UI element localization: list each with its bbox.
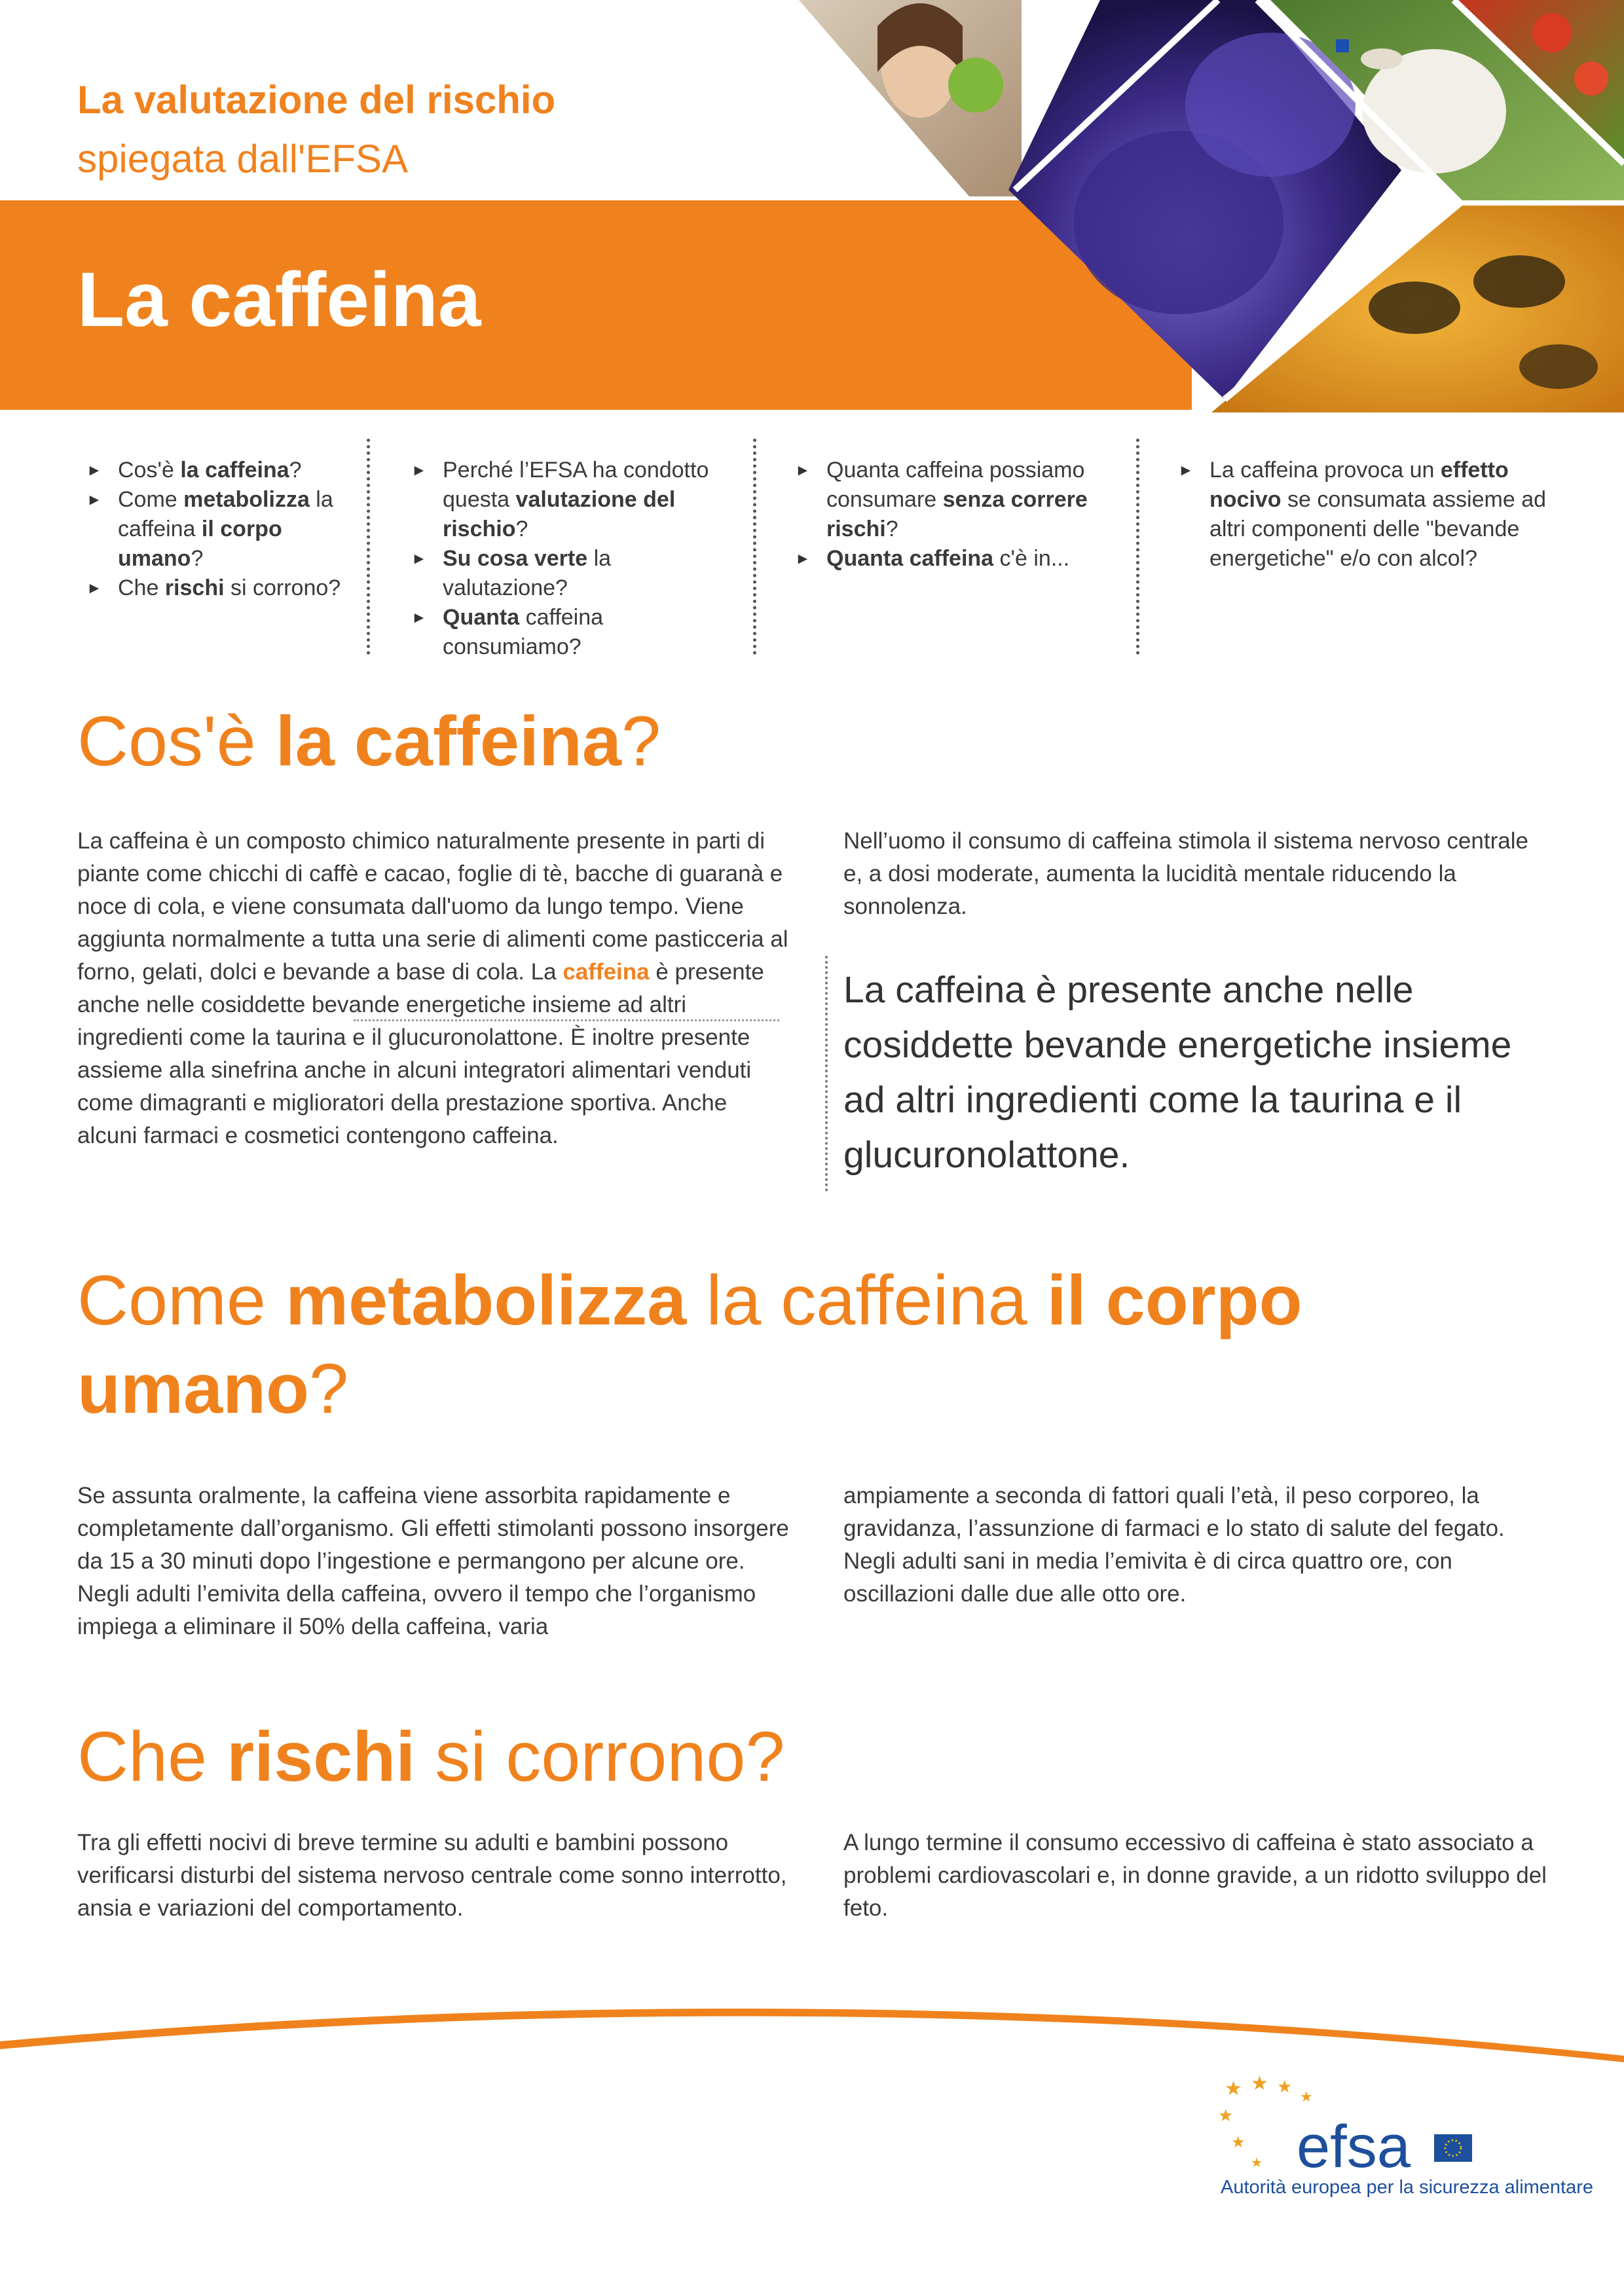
arrow-right-icon: ► <box>411 550 427 568</box>
index-item[interactable]: ► Cos'è la caffeina? <box>77 456 352 485</box>
index-item[interactable]: ► Che rischi si corrono? <box>77 574 352 603</box>
index-column-3 <box>786 456 1113 574</box>
section1-right-text: Nell’uomo il consumo di caffeina stimola il sistema nervoso centrale e, a dosi moderate, aumenta la lucidità mentale riducendo la sonnolenza. <box>843 828 1528 919</box>
arrow-right-icon: ► <box>411 609 427 627</box>
arrow-right-icon: ► <box>86 462 102 479</box>
svg-text:★: ★ <box>1218 2105 1234 2125</box>
index-item[interactable]: ► La caffeina provoca un effetto nocivo se consumata assieme ad altri componenti delle "bevande energetiche" e/o con alcol? <box>1169 456 1568 574</box>
svg-text:★: ★ <box>1251 2156 1263 2170</box>
svg-text:★: ★ <box>1225 2078 1242 2100</box>
arrow-right-icon: ► <box>795 462 811 479</box>
page-title: La caffeina <box>77 257 481 343</box>
efsa-tagline: Autorità europea per la sicurezza alimentare <box>1221 2177 1594 2198</box>
woman-eating-apple-photo <box>799 0 1022 196</box>
section-heading-rischi: Che rischi si corrono? <box>77 1717 785 1796</box>
section3-left-text: Tra gli effetti nocivi di breve termine su adulti e bambini possono verificarsi disturbi del sistema nervoso centrale come sonno interrotto, ansia e variazioni del comportamento. <box>77 1830 787 1921</box>
section2-right-text: ampiamente a seconda di fattori quali l’età, il peso corporeo, la gravidanza, l’assunzione di farmaci e lo stato di salute del fegato. Negli adulti sani in media l’emivita è di circa quattro ore, con oscillazioni dalle due alle otto ore. <box>843 1483 1505 1607</box>
index-column-1 <box>77 456 352 603</box>
index-item[interactable]: ► Perché l’EFSA ha condotto questa valutazione del rischio? <box>402 456 710 544</box>
photo-mosaic <box>773 0 1624 412</box>
section2-left-text: Se assunta oralmente, la caffeina viene assorbita rapidamente e completamente dall’organismo. Gli effetti stimolanti possono insorgere da 15 a 30 minuti dopo l’ingestione e permangono per alcune ore. Negli adulti l’emivita della caffeina, ovvero il tempo che l’organismo impiega a eliminare il 50% della caffeina, varia <box>77 1483 789 1639</box>
eu-flag-icon <box>1434 2134 1472 2162</box>
column-divider <box>1136 439 1139 655</box>
index-item[interactable]: ► Come metabolizza la caffeina il corpo umano? <box>77 485 352 574</box>
efsa-wordmark: efsa <box>1297 2113 1411 2180</box>
section-heading-caffeina: Cos'è la caffeina? <box>77 701 661 780</box>
series-title: La valutazione del rischio <box>77 78 556 122</box>
highlight-caffeina: caffeina <box>563 959 650 985</box>
arrow-right-icon: ► <box>1178 462 1194 479</box>
index-column-4 <box>1169 456 1568 574</box>
pull-quote: La caffeina è presente anche nelle cosiddette bevande energetiche insieme ad altri ingredienti come la taurina e il glucuronolattone. <box>843 969 1512 1176</box>
series-subtitle: spiegata dall'EFSA <box>77 137 409 181</box>
arrow-right-icon: ► <box>86 579 102 597</box>
svg-text:★: ★ <box>1251 2075 1268 2094</box>
svg-text:★: ★ <box>1231 2134 1246 2151</box>
column-divider <box>367 439 370 655</box>
arrow-right-icon: ► <box>795 550 811 568</box>
index-item[interactable]: ► Quanta caffeina consumiamo? <box>402 603 710 662</box>
svg-text:★: ★ <box>1300 2088 1313 2105</box>
section1-left-text: La caffeina è un composto chimico naturalmente presente in parti di piante come chicchi di caffè e cacao, foglie di tè, bacche di guaranà e noce di cola, e viene consumata dall'uomo da lungo tempo. Viene aggiunta normalmente a tutta una serie di alimenti come pasticceria al forno, gelati, dolci e bevande a base di cola. La caffeina è presente anche nelle cosiddette bevande energetiche insieme ad altri ingredienti come la taurina e il glucuronolattone. È inoltre presente assieme alla sinefrina anche in alcuni integratori alimentari venduti come dimagranti e miglioratori della prestazione sportiva. Anche alcuni farmaci e cosmetici contengono caffeina. <box>77 828 788 1148</box>
dotted-connector <box>354 1019 779 1021</box>
section-heading-metabolismo: Come metabolizza la caffeina il corpo umano? <box>77 1260 1302 1428</box>
column-divider <box>753 439 756 655</box>
svg-text:★: ★ <box>1277 2077 1293 2096</box>
index-item[interactable]: ► Quanta caffeina c'è in... <box>786 544 1113 574</box>
index-item[interactable]: ► Su cosa verte la valutazione? <box>402 544 710 603</box>
index-column-2 <box>402 456 710 662</box>
orange-swoosh <box>0 1964 1624 2082</box>
arrow-right-icon: ► <box>86 491 102 509</box>
arrow-right-icon: ► <box>411 462 427 479</box>
index-item[interactable]: ► Quanta caffeina possiamo consumare senza correre rischi? <box>786 456 1113 544</box>
section3-right-text: A lungo termine il consumo eccessivo di caffeina è stato associato a problemi cardiovascolari e, in donne gravide, a un ridotto sviluppo del feto. <box>843 1830 1547 1921</box>
